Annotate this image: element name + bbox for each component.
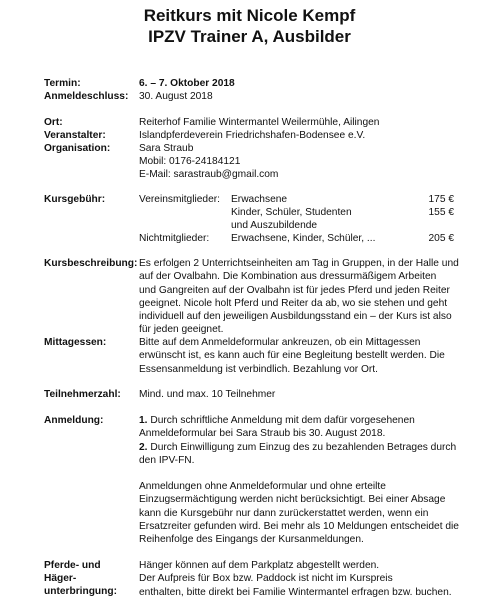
step1-number: 1.	[139, 415, 148, 426]
anmeldung-steps	[139, 414, 461, 467]
mittagessen-line: erwünscht ist, es kann auch für eine Begleitung bestellt werden. Die	[139, 350, 445, 362]
kursbeschreibung-line: Es erfolgen 2 Unterrichtseinheiten am Tag in Gruppen, in der Halle und	[139, 258, 459, 269]
anmeldung-note-line: kann die Kursgebühr nur dann zurückerstattet werden, wenn ein	[139, 507, 429, 519]
pferde-line: Hänger können auf dem Parkplatz abgestellt werden.	[139, 560, 380, 571]
ort-value: Reiterhof Familie Wintermantel Weilermühle, Ailingen	[139, 117, 380, 128]
nonmembers-text: Erwachsene, Kinder, Schüler, ...	[231, 233, 376, 244]
step2-line1: Durch Einwilligung zum Einzug des zu bezahlenden Betrages durch	[150, 441, 457, 453]
pferde-label-1: Pferde- und	[44, 560, 101, 571]
pferde-label-3: unterbringung:	[44, 586, 117, 597]
anmeldung-note-line: Anmeldungen ohne Anmeldeformular und ohne erteilte	[139, 481, 386, 492]
kursbeschreibung-label: Kursbeschreibung:	[44, 258, 138, 269]
nonmembers-price: 205 €	[428, 233, 454, 244]
termin-label: Termin:	[44, 78, 81, 89]
termin-value: 6. – 7. Oktober 2018	[139, 78, 235, 89]
kursbeschreibung-line: und Gangreiten auf der Ovalbahn ist für jedes Pferd und jeden Reiter	[139, 284, 450, 296]
anmeldung-note-line: Reihenfolge des Eingangs der Kursanmeldungen.	[139, 534, 364, 546]
kursbeschreibung-text	[139, 257, 461, 337]
youth-label-2: und Auszubildende	[231, 220, 318, 231]
nonmembers-label: Nichtmitglieder:	[139, 233, 210, 244]
pferde-line: Der Aufpreis für Box bzw. Paddock ist nicht im Kurspreis	[139, 573, 393, 585]
pferde-text	[139, 559, 479, 599]
members-label: Vereinsmitglieder:	[139, 194, 220, 205]
organisation-email: E-Mail: sarastraub@gmail.com	[139, 169, 279, 180]
veranstalter-label: Veranstalter:	[44, 130, 106, 141]
organisation-mobil: Mobil: 0176-24184121	[139, 156, 241, 167]
pferde-line: enthalten, bitte direkt bei Familie Wintermantel erfragen bzw. buchen.	[139, 586, 452, 598]
kursgebuehr-label: Kursgebühr:	[44, 194, 106, 205]
anmeldung-note-line: Ersatzreiter gefunden wird. Bei mehr als 10 Meldungen entscheidet die	[139, 520, 459, 532]
pferde-label-2: Häger-	[44, 573, 77, 584]
anmeldung-note-line: Einzugsermächtigung werden nicht berücksichtigt. Bei einer Absage	[139, 494, 446, 506]
anmeldeschluss-label: Anmeldeschluss:	[44, 91, 129, 102]
anmeldung-note	[139, 480, 461, 546]
kursbeschreibung-line: auf der Ovalbahn. Die Kombination aus dressurmäßigem Arbeiten	[139, 271, 437, 283]
mittagessen-label: Mittagessen:	[44, 337, 107, 348]
page-subtitle: IPZV Trainer A, Ausbilder	[148, 27, 351, 46]
youth-label-1: Kinder, Schüler, Studenten	[231, 207, 352, 218]
kursbeschreibung-line: individuell auf den jeweiligen Ausbildungsstand ein – der Kurs ist also	[139, 311, 452, 323]
step2-number: 2.	[139, 441, 148, 453]
teilnehmerzahl-label: Teilnehmerzahl:	[44, 389, 121, 400]
teilnehmerzahl-value: Mind. und max. 10 Teilnehmer	[139, 389, 276, 400]
step1-line2: Anmeldeformular bei Sara Straub bis 30. August 2018.	[139, 428, 386, 440]
organisation-name: Sara Straub	[139, 143, 194, 154]
step2-line2: den IPV-FN.	[139, 454, 195, 466]
anmeldeschluss-value: 30. August 2018	[139, 91, 213, 102]
mittagessen-line: Bitte auf dem Anmeldeformular ankreuzen, ob ein Mittagessen	[139, 337, 421, 348]
youth-price: 155 €	[428, 207, 454, 218]
organisation-label: Organisation:	[44, 143, 111, 154]
anmeldung-label: Anmeldung:	[44, 415, 104, 426]
adults-price: 175 €	[428, 194, 454, 205]
mittagessen-text	[139, 336, 461, 376]
page-title: Reitkurs mit Nicole Kempf	[143, 6, 356, 25]
ort-label: Ort:	[44, 117, 63, 128]
veranstalter-value: Islandpferdeverein Friedrichshafen-Bodensee e.V.	[139, 130, 366, 141]
kursbeschreibung-line: geeignet. Nicole holt Pferd und Reiter da ab, wo sie stehen und geht	[139, 297, 448, 309]
step1-line1: Durch schriftliche Anmeldung mit dem dafür vorgesehenen	[150, 415, 415, 426]
kursbeschreibung-line: für jeden geeignet.	[139, 324, 224, 336]
mittagessen-line: Essensanmeldung ist verbindlich. Bezahlung vor Ort.	[139, 363, 378, 375]
adults-label: Erwachsene	[231, 194, 288, 205]
